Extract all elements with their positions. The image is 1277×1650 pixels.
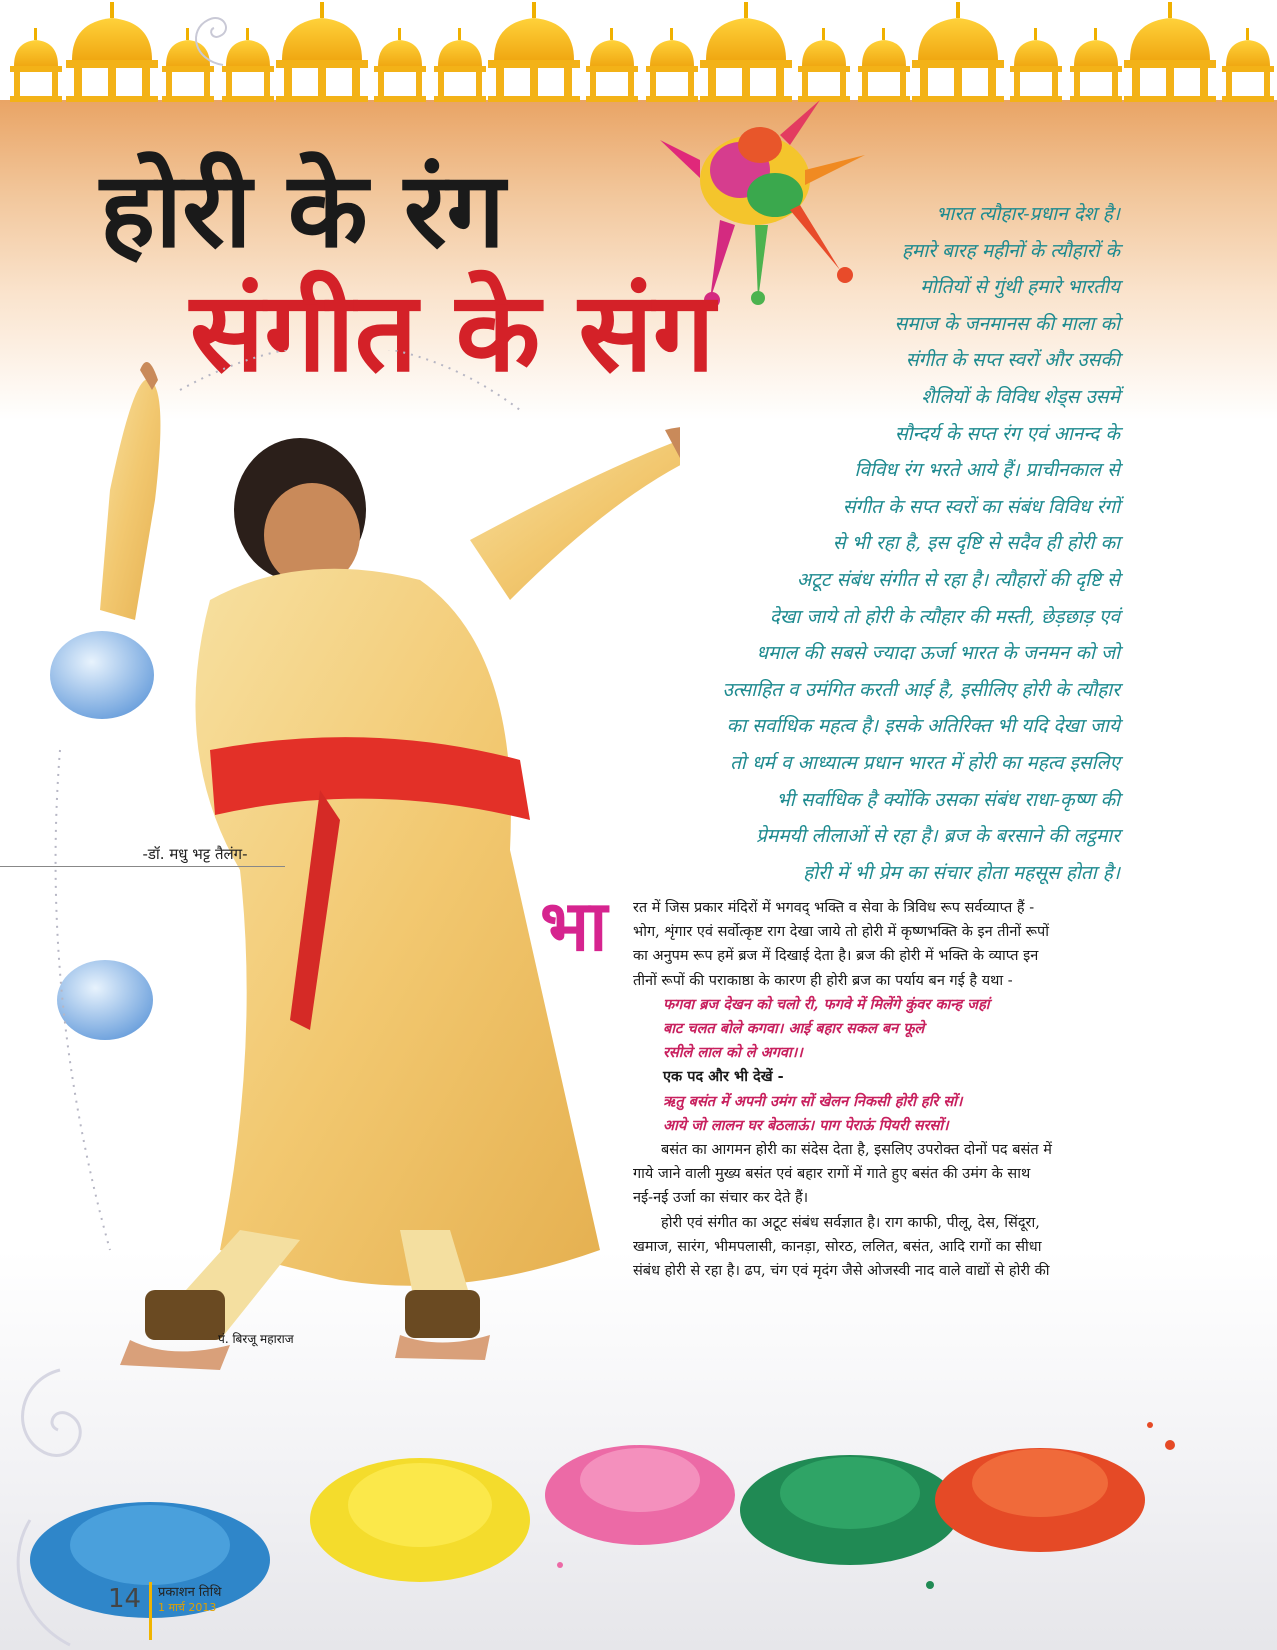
verse-line: रसीले लाल को ले अगवा।।: [663, 1044, 803, 1062]
body-line: खमाज, सारंग, भीमपलासी, कानड़ा, सोरठ, ललित, बसंत, आदि रागों का सीधा: [633, 1238, 1042, 1255]
body-line: होरी एवं संगीत का अटूट संबंध सर्वज्ञात है। राग काफी, पीलू, देस, सिंदूरा,: [661, 1214, 1040, 1231]
intro-line: भारत त्यौहार-प्रधान देश है।: [936, 203, 1120, 225]
body-line: संबंध होरी से रहा है। ढप, चंग एवं मृदंग जैसे ओजस्वी नाद वाले वाद्यों से होरी की: [633, 1263, 1050, 1280]
photo-caption: पं. बिरजू महाराज: [218, 1332, 294, 1346]
intro-line: धमाल की सबसे ज्यादा ऊर्जा भारत के जनमन को जो: [756, 642, 1120, 665]
publication-date-label: प्रकाशन तिथि: [158, 1585, 222, 1600]
intro-line: शैलियों के विविध शेड्स उसमें: [921, 385, 1120, 408]
intro-line: हमारे बारह महीनों के त्यौहारों के: [901, 239, 1120, 262]
subheading: एक पद और भी देखें -: [663, 1068, 784, 1086]
dancer-photo: [40, 350, 680, 1400]
intro-line: अटूट संबंध संगीत से रहा है। त्यौहारों की दृष्टि से: [796, 568, 1120, 591]
intro-paragraph: [640, 196, 1120, 891]
body-line: तीनों रूपों की पराकाष्ठा के कारण ही होरी ब्रज का पर्याय बन गई है यथा -: [633, 972, 1013, 989]
publication-date: 1 मार्च 2013: [158, 1601, 217, 1614]
page-number: 14: [108, 1584, 142, 1614]
body-line: का अनुपम रूप हमें ब्रज में दिखाई देता है। ब्रज की होरी में भक्ति के व्याप्त इन: [633, 948, 1039, 965]
intro-line: उत्साहित व उमंगित करती आई है, इसीलिए होरी के त्यौहार: [722, 678, 1120, 701]
body-line: गाये जाने वाली मुख्य बसंत एवं बहार रागों में गाते हुए बसंत की उमंग के साथ: [633, 1166, 1031, 1183]
intro-line: भी सर्वाधिक है क्योंकि उसका संबंध राधा-कृष्ण की: [776, 788, 1120, 811]
intro-line: संगीत के सप्त स्वरों और उसकी: [905, 349, 1120, 372]
intro-line: संगीत के सप्त स्वरों का संबंध विविध रंगों: [842, 495, 1120, 518]
verse-line: बाट चलत बोले कगवा। आई बहार सकल बन फूले: [663, 1020, 925, 1038]
headline-line-1: होरी के रंग: [100, 149, 506, 271]
author-byline: -डॉ. मधु भट्ट तैलंग-: [142, 845, 248, 863]
intro-line: समाज के जनमानस की माला को: [894, 312, 1120, 335]
swirl-ornament-top: [178, 0, 248, 70]
verse-line: ऋतु बसंत में अपनी उमंग सों खेलन निकसी होरी हरि सों।: [663, 1092, 963, 1110]
intro-line: मोतियों से गुंथी हमारे भारतीय: [920, 276, 1120, 299]
intro-line: से भी रहा है, इस दृष्टि से सदैव ही होरी का: [832, 532, 1120, 555]
intro-line: होरी में भी प्रेम का संचार होता महसूस होता है।: [803, 861, 1120, 884]
intro-line: सौन्दर्य के सप्त रंग एवं आनन्द के: [894, 422, 1120, 445]
verse-line: फगवा ब्रज देखन को चलो री, फगवे में मिलेंगे कुंवर कान्ह जहां: [663, 995, 990, 1013]
verse-line: आये जो लालन घर बेठलाऊं। पाग पेराऊं पियरी सरसों।: [663, 1116, 949, 1134]
author-rule: [0, 866, 285, 867]
intro-line: देखा जाये तो होरी के त्यौहार की मस्ती, छेड़छाड़ एवं: [769, 605, 1120, 628]
body-line: रत में जिस प्रकार मंदिरों में भगवद् भक्ति व सेवा के त्रिविध रूप सर्वव्याप्त हैं -: [633, 900, 1035, 916]
body-line: बसंत का आगमन होरी का संदेस देता है, इसलिए उपरोक्त दोनों पद बसंत में: [661, 1142, 1052, 1159]
footer-divider: [149, 1582, 152, 1640]
intro-line: तो धर्म व आध्यात्म प्रधान भारत में होरी का महत्व इसलिए: [730, 751, 1120, 774]
headline-line-2: संगीत के संग: [190, 268, 715, 396]
body-line: भोग, शृंगार एवं सर्वोत्कृष्ट राग देखा जाये तो होरी में कृष्णभक्ति के इन तीनों रूपों: [633, 924, 1049, 941]
intro-line: विविध रंग भरते आये हैं। प्राचीनकाल से: [854, 459, 1120, 482]
intro-line: का सर्वाधिक महत्व है। इसके अतिरिक्त भी यदि देखा जाये: [726, 715, 1120, 738]
body-text: [633, 896, 1128, 1283]
body-line: नई-नई उर्जा का संचार कर देते हैं।: [633, 1190, 809, 1207]
intro-line: प्रेममयी लीलाओं से रहा है। ब्रज के बरसाने की लट्ठमार: [756, 825, 1120, 848]
drop-cap: भा: [540, 885, 608, 967]
